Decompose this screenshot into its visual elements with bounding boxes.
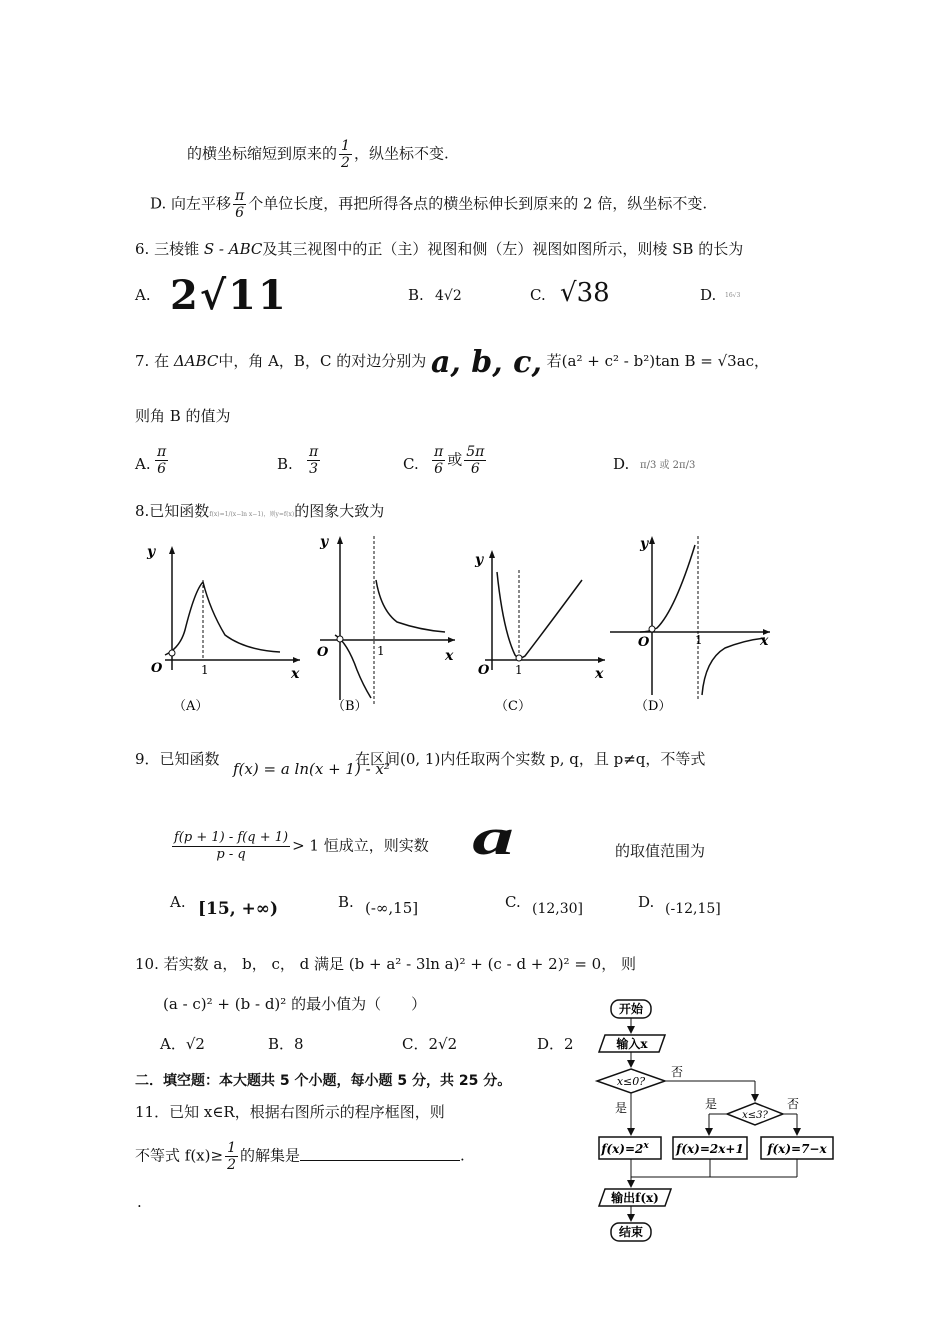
svg-text:O: O <box>478 663 490 678</box>
q6-c-value: √38 <box>560 278 610 308</box>
q6-d-value: 16√3 <box>725 292 741 299</box>
svg-text:O: O <box>317 645 329 660</box>
q9-inequality: $\frac{f(p + 1) - f(q + 1)}{p - q}$ > 1 恒成立，则实数 <box>174 830 429 862</box>
q11-line2: 不等式 f(x)≥ $\frac{1}{2}$ 的解集是 . <box>135 1140 465 1173</box>
svg-text:1: 1 <box>695 633 703 647</box>
graph-b <box>317 534 455 714</box>
q5-line1-text: 的横坐标缩短到原来的 <box>187 144 338 163</box>
q8-stem: 8.已知函数f(x)=1/(x−ln x−1)，则y=f(x)的图象大致为 <box>135 502 385 520</box>
graph-c <box>474 550 605 714</box>
q9-stem-post: 在区间(0, 1)内任取两个实数 p, q，且 p≠q，不等式 <box>355 750 706 768</box>
svg-text:x≤3?: x≤3? <box>742 1110 768 1121</box>
q11-line1: 11．已知 x∈R，根据右图所示的程序框图，则 <box>135 1103 445 1121</box>
svg-text:输入x: 输入x <box>616 1037 648 1051</box>
svg-text:1: 1 <box>515 663 523 677</box>
q10-stem: 10. 若实数 a， b， c， d 满足 (b + a² - 3ln a)² + (c - d + 2)² = 0， 则 <box>135 955 636 973</box>
q5-line1 <box>187 138 449 171</box>
q7-stem: 7. 在 ΔABC中，角 A，B，C 的对边分别为 a, b, c, 若(a² + c² - b²)tan B = √3ac， <box>135 345 770 380</box>
svg-text:x≤0?: x≤0? <box>616 1075 646 1088</box>
q7-options: A. $\frac{\pi}{6}$ B. $\frac{\pi}{3}$ C. $\frac{\pi}{6}$ 或 $\frac{5\pi}{6}$ D. π/3 或 2π/3 <box>135 444 696 477</box>
svg-text:x: x <box>445 648 454 664</box>
svg-text:是: 是 <box>615 1101 628 1115</box>
section-2-heading: 二．填空题：本大题共 5 个小题，每小题 5 分，共 25 分。 <box>135 1073 512 1089</box>
svg-text:f(x)=2x+1: f(x)=2x+1 <box>676 1142 744 1156</box>
q10-line2: (a - c)² + (b - d)² 的最小值为（ ） <box>163 995 427 1013</box>
answer-blank[interactable] <box>300 1146 460 1161</box>
svg-text:x: x <box>595 666 604 682</box>
q7-condition: 若(a² + c² - b²)tan B = √3ac， <box>546 352 770 370</box>
svg-text:x: x <box>291 666 300 682</box>
q7-d-value: π/3 或 2π/3 <box>640 460 696 471</box>
svg-text:1: 1 <box>377 644 385 658</box>
svg-text:x: x <box>760 633 769 649</box>
q9-stem-pre: 9．已知函数 <box>135 750 220 768</box>
q7-abc: a, b, c, <box>430 345 542 380</box>
svg-text:y: y <box>320 534 329 550</box>
q6-options <box>135 272 915 320</box>
q5-frac: $\frac{1}{2}$ <box>341 138 350 171</box>
q6-b-value: 4√2 <box>435 288 462 304</box>
svg-text:否: 否 <box>787 1097 800 1111</box>
svg-text:（C）: （C） <box>495 699 531 714</box>
q8-graphs <box>135 530 785 720</box>
q6-b-label: B. <box>408 286 424 304</box>
svg-text:y: y <box>640 536 649 552</box>
svg-text:开始: 开始 <box>618 1002 644 1016</box>
q6-stem: 6. 三棱锥 S - ABC及其三视图中的正（主）视图和侧（左）视图如图所示，则棱 SB 的长为 <box>135 240 744 258</box>
graph-d <box>610 536 770 714</box>
svg-text:y: y <box>475 552 484 568</box>
svg-text:O: O <box>638 635 650 650</box>
flowchart <box>585 995 845 1250</box>
q10-options: A．√2 B．8 C．2√2 D．2 <box>160 1035 574 1053</box>
q6-c-label: C. <box>530 286 546 304</box>
svg-text:结束: 结束 <box>618 1225 644 1239</box>
svg-text:f(x)=7−x: f(x)=7−x <box>767 1142 827 1156</box>
q11-dot: . <box>137 1193 142 1211</box>
q5-line1-post: ，纵坐标不变. <box>353 144 449 163</box>
svg-text:1: 1 <box>201 663 209 677</box>
svg-text:（D）: （D） <box>635 699 672 714</box>
svg-text:（A）: （A） <box>173 699 209 714</box>
q7-c-value: $\frac{\pi}{6}$ 或 $\frac{5\pi}{6}$ <box>434 444 485 477</box>
graph-a-y: y <box>147 544 156 560</box>
svg-text:（B）: （B） <box>332 699 368 714</box>
q6-d-label: D. <box>700 286 717 304</box>
q6-a-value: 2√11 <box>170 272 288 319</box>
graph-a <box>146 544 300 714</box>
q9-big-a: a <box>472 809 514 866</box>
svg-text:是: 是 <box>705 1097 718 1111</box>
svg-text:f(x)=2x: $f(x)=2^x$ <box>601 1141 649 1156</box>
q9-options: A. [15, +∞) B. (-∞,15] C. (12,30] D. (-12,15] <box>170 893 721 919</box>
q9-func: f(x) = a ln(x + 1) - x² <box>233 760 390 778</box>
q6-a-label: A. <box>135 286 151 304</box>
svg-text:输出f(x): 输出f(x) <box>611 1191 659 1205</box>
svg-text:O: O <box>151 661 163 676</box>
q9-tail: 的取值范围为 <box>615 842 706 860</box>
q5-option-d: D. 向左平移 $\frac{\pi}{6}$ 个单位长度，再把所得各点的横坐标伸长到原来的 2 倍，纵坐标不变. <box>150 188 708 221</box>
svg-text:否: 否 <box>671 1065 684 1079</box>
q7-line2: 则角 B 的值为 <box>135 407 231 425</box>
